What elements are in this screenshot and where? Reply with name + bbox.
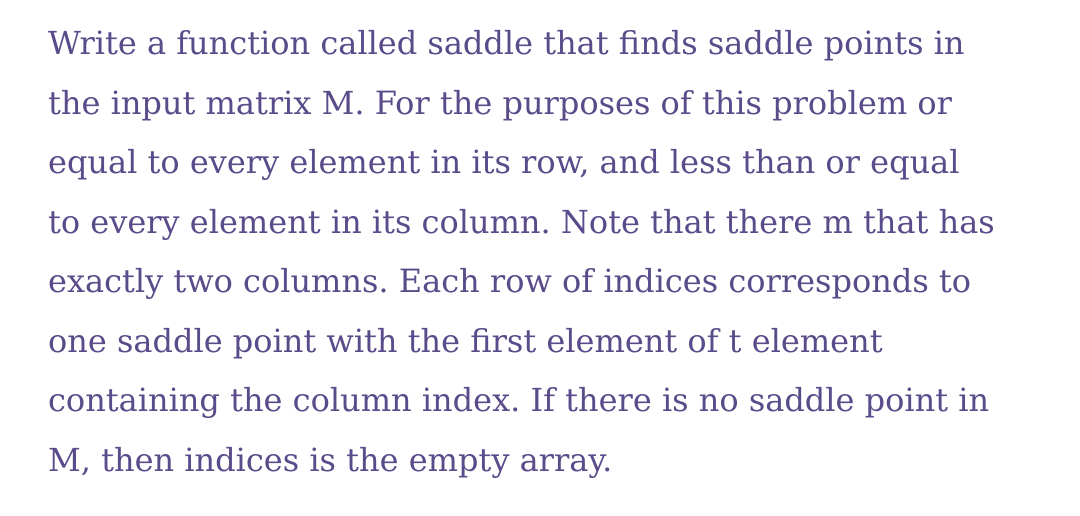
text-line-4: to every element in its column. Note that there m that has bbox=[48, 202, 995, 241]
text-line-1: Write a function called saddle that finds saddle points in bbox=[48, 24, 965, 62]
text-line-2: the input matrix M. For the purposes of this problem or bbox=[48, 83, 952, 122]
problem-text bbox=[48, 14, 1068, 490]
text-line-7: containing the column index. If there is no saddle point in bbox=[48, 381, 990, 419]
text-line-3: equal to every element in its row, and less than or equal bbox=[48, 143, 960, 181]
text-line-5: exactly two columns. Each row of indices corresponds to bbox=[48, 262, 972, 300]
text-line-8: M, then indices is the empty array. bbox=[48, 440, 613, 479]
text-line-6: one saddle point with the first element of t element bbox=[48, 321, 883, 360]
